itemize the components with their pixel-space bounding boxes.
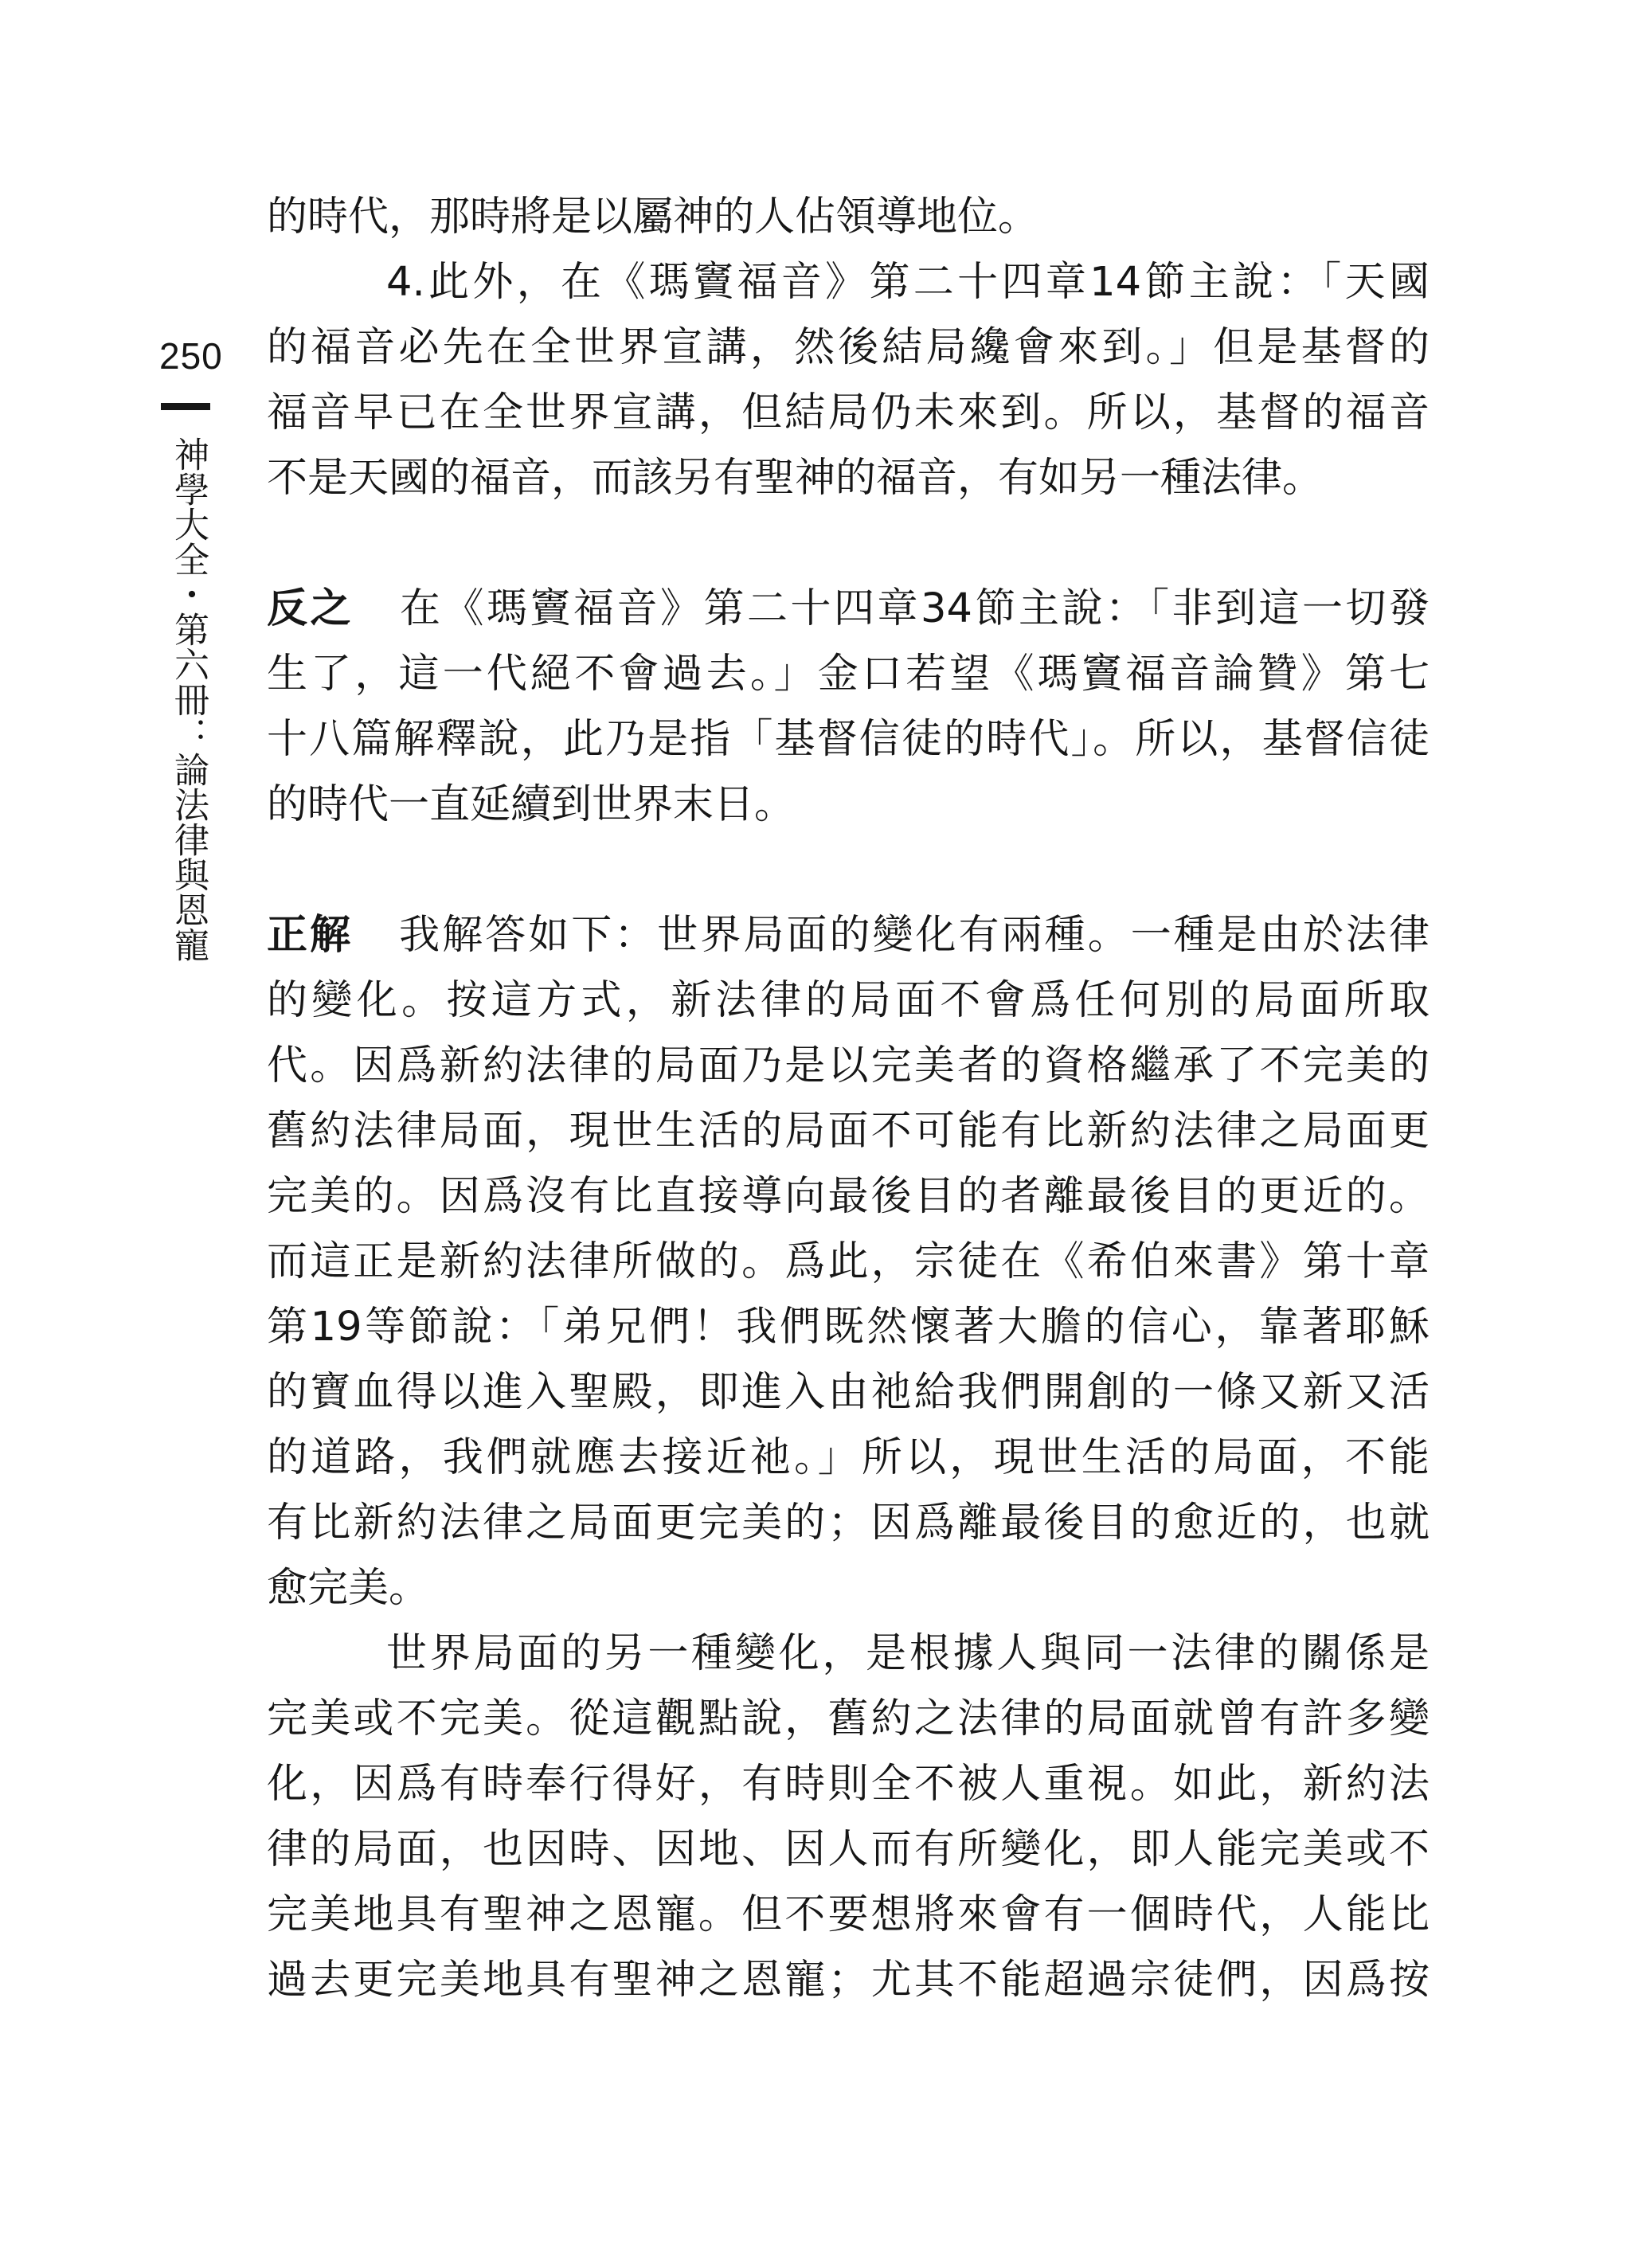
text-line <box>267 446 1430 511</box>
text-segment: 過去更完美地具有聖神之恩寵；尤其不能超過宗徒們，因爲按 <box>267 1957 1430 2004</box>
text-segment: 律的局面，也因時、因地、因人而有所變化，即人能完美或不 <box>267 1826 1430 1873</box>
text-segment: 福音早已在全世界宣講，但結局仍未來到。所以，基督的福音 <box>267 389 1430 436</box>
text-line <box>267 1099 1430 1164</box>
text-line <box>267 772 1430 838</box>
text-segment: 」但是基督的 <box>1169 324 1430 371</box>
margin-rule <box>161 403 210 410</box>
text-line <box>267 1164 1430 1230</box>
text-segment: 的時代一直延續到世界末日。 <box>267 781 796 828</box>
scripture-quote: 的福音必先在全世界宣講，然後結局纔會來到。 <box>267 324 1170 371</box>
scripture-quote: 的道路，我們就應去接近祂。 <box>267 1434 818 1481</box>
text-segment: 完美的。因爲沒有比直接導向最後目的者離最後目的更近的。 <box>267 1173 1430 1220</box>
text-line <box>267 1687 1430 1752</box>
paragraph-gap <box>267 511 1430 577</box>
text-line <box>267 1883 1430 1948</box>
text-line <box>267 1752 1430 1817</box>
paragraph-gap <box>267 838 1430 903</box>
text-line <box>267 903 1430 968</box>
text-line <box>267 315 1430 381</box>
text-segment: 」金口若望《瑪竇福音論贊》第七 <box>773 651 1430 698</box>
text-line <box>267 577 1430 642</box>
text-segment: 愈完美。 <box>267 1565 430 1612</box>
text-segment: 在《瑪竇福音》第二十四章34節主說：「 <box>400 585 1172 632</box>
text-line <box>267 381 1430 446</box>
text-segment: 世界局面的另一種變化，是根據人與同一法律的關係是 <box>386 1630 1430 1677</box>
text-segment: 的變化。按這方式，新法律的局面不會爲任何別的局面所取 <box>267 977 1430 1024</box>
text-line <box>267 1621 1430 1687</box>
text-segment: 完美地具有聖神之恩寵。但不要想將來會有一個時代，人能比 <box>267 1891 1430 1938</box>
text-segment: 舊約法律局面，現世生活的局面不可能有比新約法律之局面更 <box>267 1108 1430 1155</box>
text-line <box>267 1360 1430 1425</box>
text-segment: 化，因爲有時奉行得好，有時則全不被人重視。如此，新約法 <box>267 1761 1430 1808</box>
text-line <box>267 1817 1430 1883</box>
text-line <box>267 185 1430 250</box>
running-title: 神學大全・第六冊：論法律與恩寵 <box>168 436 209 962</box>
text-segment: 十八篇解釋說，此乃是指「基督信徒的時代」。所以，基督信徒 <box>267 716 1430 763</box>
text-line <box>267 642 1430 707</box>
text-line <box>267 1034 1430 1099</box>
text-segment: 有比新約法律之局面更完美的；因爲離最後目的愈近的，也就 <box>267 1500 1430 1547</box>
page-number: 250 <box>159 335 223 377</box>
scripture-quote: 的寶血得以進入聖殿，即進入由祂給我們開創的一條又新又活 <box>267 1369 1430 1416</box>
text-line <box>267 1295 1430 1360</box>
text-line <box>267 968 1430 1034</box>
text-segment: 不是天國的福音，而該另有聖神的福音，有如另一種法律。 <box>267 455 1324 502</box>
section-label: 正解 <box>267 912 354 959</box>
text-line <box>267 707 1430 772</box>
text-segment: 第19等節說：「 <box>267 1304 562 1351</box>
text-segment: 完美或不完美。從這觀點說，舊約之法律的局面就曾有許多變 <box>267 1695 1430 1742</box>
article-body <box>267 185 1430 2013</box>
text-line <box>267 1230 1430 1295</box>
scripture-quote: 非到這一切發 <box>1171 585 1430 632</box>
text-segment: 的時代，那時將是以屬神的人佔領導地位。 <box>267 194 1039 240</box>
text-line <box>267 1491 1430 1556</box>
text-line <box>267 250 1430 315</box>
scripture-quote: 生了，這一代絕不會過去。 <box>267 651 774 698</box>
text-segment: 」所以，現世生活的局面，不能 <box>817 1434 1430 1481</box>
text-segment: 而這正是新約法律所做的。爲此，宗徒在《希伯來書》第十章 <box>267 1238 1430 1285</box>
scripture-quote: 弟兄們！我們既然懷著大膽的信心，靠著耶穌 <box>561 1304 1430 1351</box>
scripture-quote: 天國 <box>1344 259 1430 306</box>
text-line <box>267 1425 1430 1491</box>
text-segment: 代。因爲新約法律的局面乃是以完美者的資格繼承了不完美的 <box>267 1042 1430 1089</box>
section-label: 反之 <box>267 585 354 632</box>
text-line <box>267 1948 1430 2013</box>
text-segment: 我解答如下：世界局面的變化有兩種。一種是由於法律 <box>399 912 1430 959</box>
text-line <box>267 1556 1430 1621</box>
text-segment: 4.此外，在《瑪竇福音》第二十四章14節主說：「 <box>386 259 1345 306</box>
